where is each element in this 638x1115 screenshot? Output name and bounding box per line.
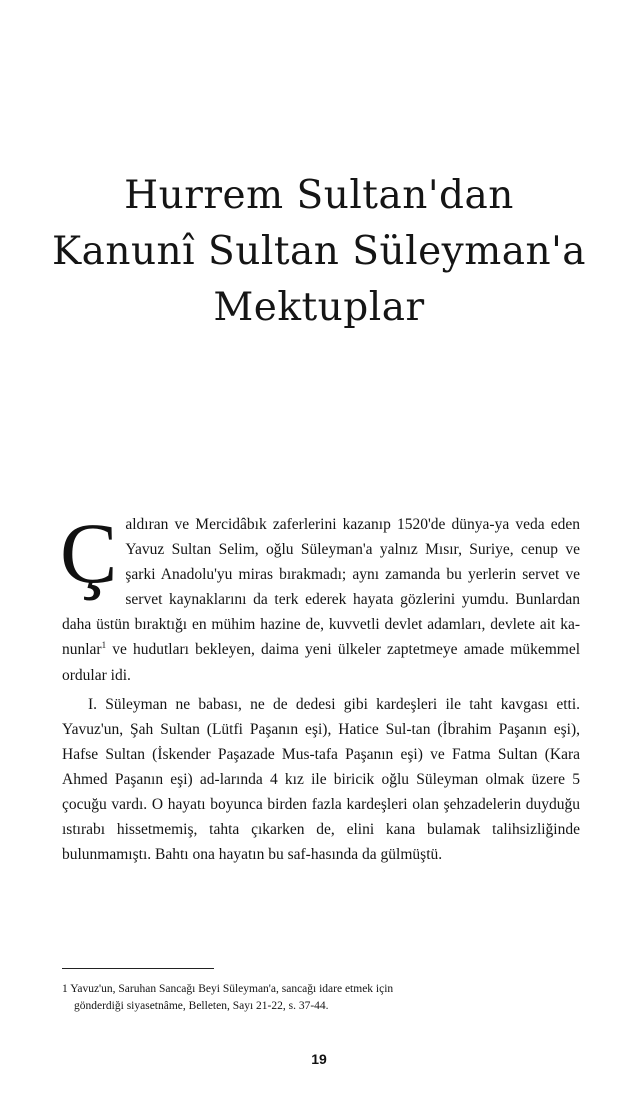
paragraph-1-end: ve hudutları bekleyen, daima yeni ülkeler zaptetmeye amade mükemmel ordular idi. [62, 641, 580, 684]
page-number: 19 [311, 1051, 327, 1067]
paragraph-1 [60, 505, 580, 688]
paragraph-2: I. Süleyman ne babası, ne de dedesi gibi kardeşleri ile taht kavgası etti. Yavuz'un, Şah Sultan (Lütfi Paşanın eşi), Hatice Sul-tan (İbrahim Paşanın eşi), Hafse Sultan (İskender Paşazade Mus-tafa Paşanın eşi) ve Fatma Sultan (Kara Ahmed Paşanın eşi) ad-larında 4 kız ile biricik oğlu Süleyman olmak üzere 5 çocuğu vardı. O hayatı boyunca birden fazla kardeşleri olan şehzadelerin duyduğu ıstırabı hissetmemiş, tahta çıkarken de, elini kana bulamak talihsizliğinde bulunmamıştı. Bahtı ona hayatın bu saf-hasında da gülmüştü. [62, 695, 580, 864]
footnote-line-1: 1 Yavuz'un, Saruhan Sancağı Beyi Süleyman'a, sancağı idare etmek için [62, 983, 394, 995]
body-text [60, 505, 580, 867]
footnote-reference: 1 [101, 640, 107, 651]
chapter-title-line-3: Mektuplar [213, 285, 425, 330]
chapter-title [0, 168, 638, 336]
drop-cap: Ç [60, 505, 118, 601]
footnote [62, 981, 580, 1015]
footnote-divider [62, 968, 214, 969]
paragraph-1-text: aldıran ve Mercidâbık zaferlerini kazanıp 1520'de dünya-ya veda eden Yavuz Sultan Selim, oğlu Süleyman'a yalnız Mısır, Suriye, cenup ve şarki Anadolu'yu miras bırakmadı; aynı zamanda bu yerlerin servet ve servet kaynaklarını da terk ederek hayata gözlerini yumdu. Bunlardan daha üstün bıraktığı en mühim hazine de, kuvvetli devlet adamları, devlete ait ka-nunlar [62, 516, 580, 659]
chapter-title-line-1: Hurrem Sultan'dan [124, 173, 514, 218]
footnote-line-2: gönderdiği siyasetnâme, Belleten, Sayı 21-22, s. 37-44. [74, 1000, 329, 1012]
chapter-title-line-2: Kanunî Sultan Süleyman'a [51, 229, 587, 274]
